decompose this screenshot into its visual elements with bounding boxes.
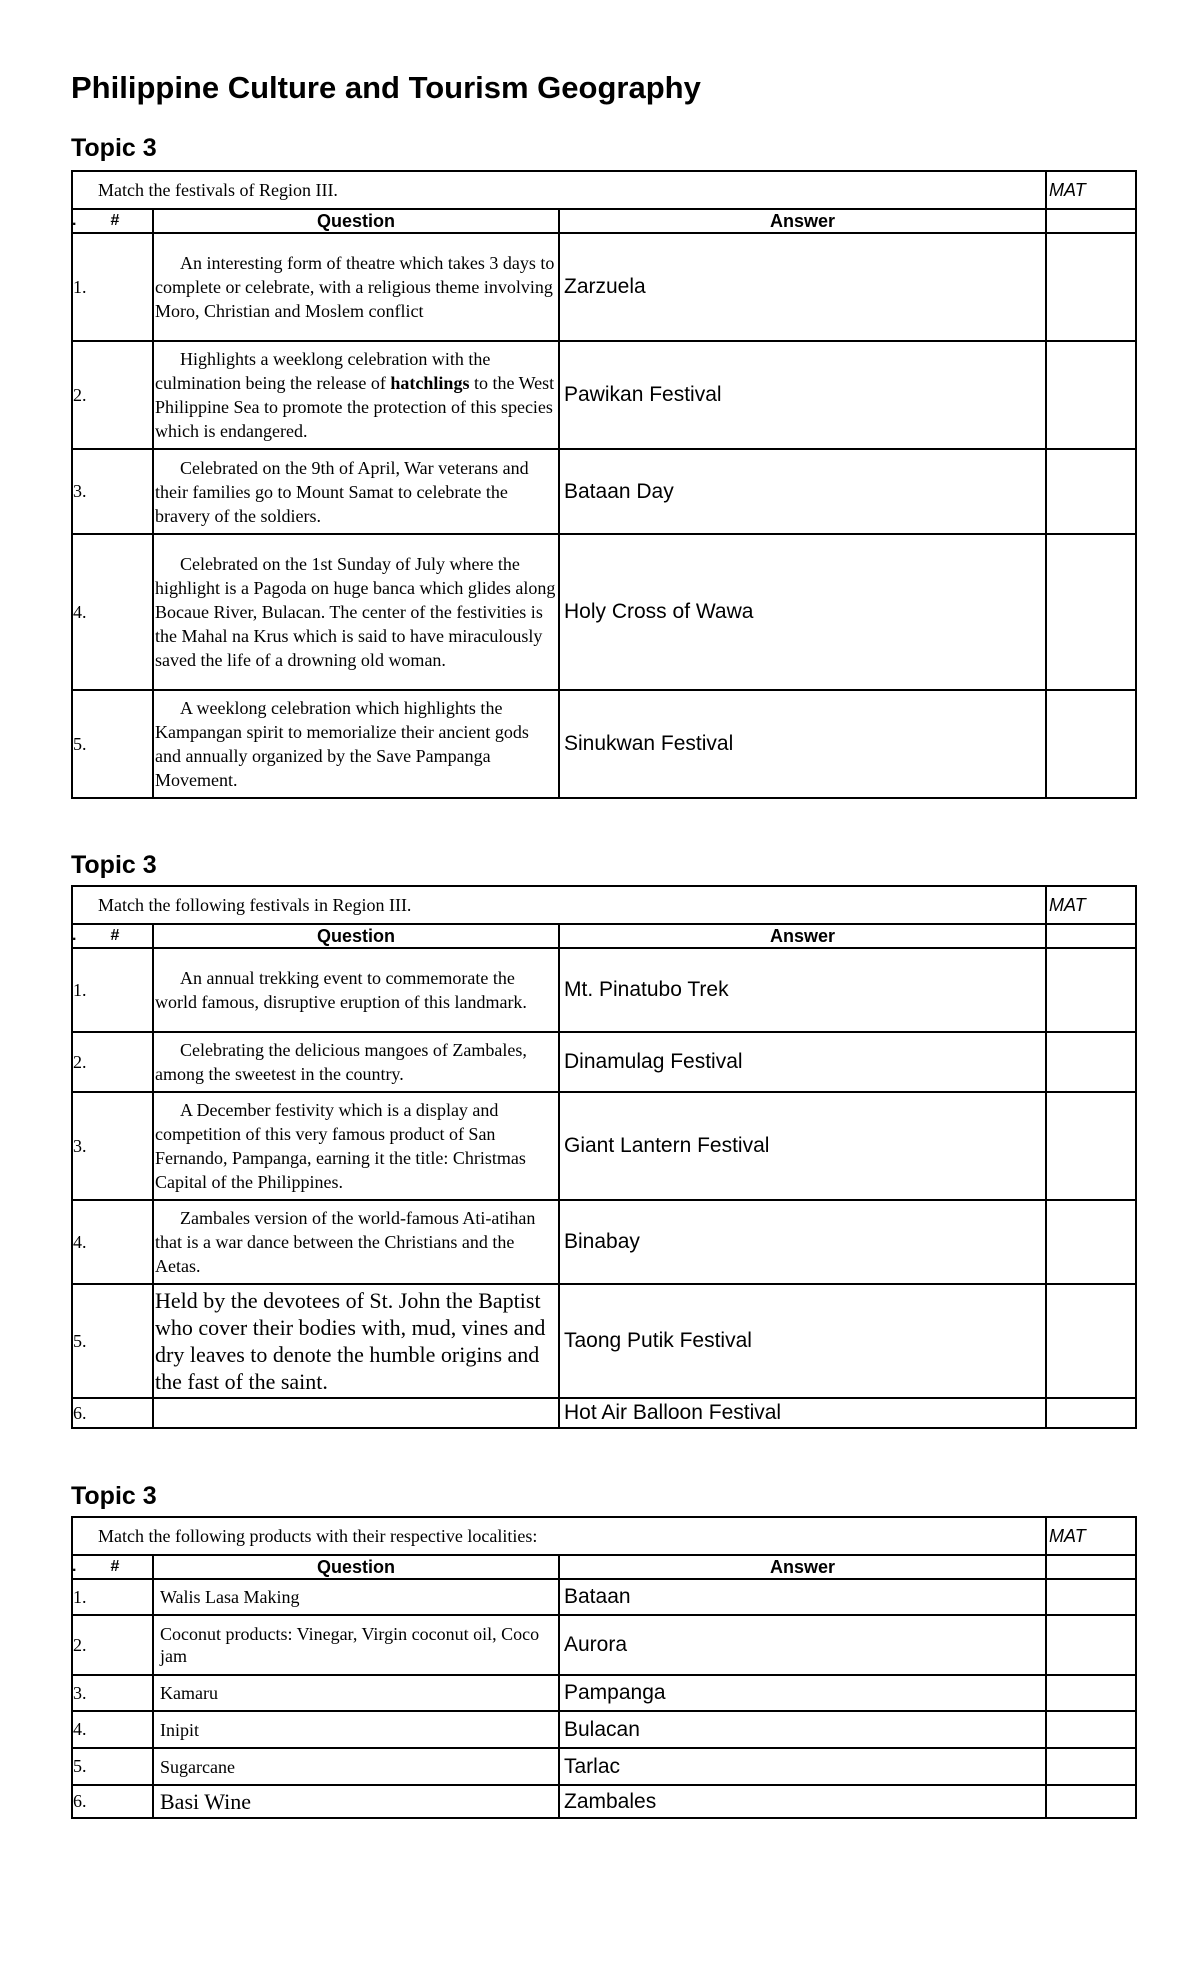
row-number: 6.	[72, 1785, 153, 1818]
row-blank	[1046, 1398, 1136, 1428]
table-header-row	[72, 209, 1136, 233]
row-question: Held by the devotees of St. John the Baptist who cover their bodies with, mud, vines and dry leaves to denote the humble origins and the fast of the saint.	[153, 1284, 559, 1398]
table-row	[72, 1615, 1136, 1675]
header-question: Question	[153, 924, 559, 948]
row-number: 6.	[72, 1398, 153, 1428]
row-number: 1.	[72, 233, 153, 341]
header-blank	[1046, 1555, 1136, 1579]
table-row	[72, 534, 1136, 690]
table-row	[72, 690, 1136, 798]
row-number: 1.	[72, 1579, 153, 1615]
instruction-text: Match the following festivals in Region III.	[72, 886, 1046, 924]
row-question: Highlights a weeklong celebration with the culmination being the release of hatchlings to the West Philippine Sea to promote the protection of this species which is endangered.	[153, 341, 559, 449]
row-blank	[1046, 341, 1136, 449]
row-blank	[1046, 948, 1136, 1032]
row-blank	[1046, 1711, 1136, 1748]
table-row	[72, 1398, 1136, 1428]
row-answer: Pampanga	[559, 1675, 1046, 1711]
row-answer: Zambales	[559, 1785, 1046, 1818]
row-answer: Tarlac	[559, 1748, 1046, 1785]
row-blank	[1046, 1675, 1136, 1711]
table-row	[72, 1092, 1136, 1200]
bold-keyword: hatchlings	[390, 373, 470, 393]
row-question: An interesting form of theatre which takes 3 days to complete or celebrate, with a religious theme involving Moro, Christian and Moslem conflict	[153, 233, 559, 341]
header-number: . #	[72, 924, 153, 948]
row-blank	[1046, 1032, 1136, 1092]
row-question: Celebrated on the 1st Sunday of July where the highlight is a Pagoda on huge banca which glides along Bocaue River, Bulacan. The center of the festivities is the Mahal na Krus which is said to have miraculously saved the life of a drowning old woman.	[153, 534, 559, 690]
table-header-row	[72, 924, 1136, 948]
header-number: . #	[72, 209, 153, 233]
instruction-text: Match the following products with their respective localities:	[72, 1517, 1046, 1555]
table-row	[72, 341, 1136, 449]
row-question: Zambales version of the world-famous Ati-atihan that is a war dance between the Christians and the Aetas.	[153, 1200, 559, 1284]
section-3-heading: Topic 3	[71, 1482, 157, 1510]
row-number: 5.	[72, 1748, 153, 1785]
row-number: 5.	[72, 1284, 153, 1398]
page-title: Philippine Culture and Tourism Geography	[71, 70, 701, 105]
row-number: 3.	[72, 449, 153, 534]
row-question	[153, 1398, 559, 1428]
question-type-label: MAT	[1046, 1517, 1136, 1555]
row-number: 4.	[72, 534, 153, 690]
row-answer: Bataan Day	[559, 449, 1046, 534]
row-blank	[1046, 1200, 1136, 1284]
instruction-row	[72, 171, 1136, 209]
row-question: Kamaru	[153, 1675, 559, 1711]
row-blank	[1046, 1748, 1136, 1785]
header-number: . #	[72, 1555, 153, 1579]
row-number: 2.	[72, 341, 153, 449]
row-question: Celebrating the delicious mangoes of Zambales, among the sweetest in the country.	[153, 1032, 559, 1092]
row-blank	[1046, 690, 1136, 798]
row-answer: Dinamulag Festival	[559, 1032, 1046, 1092]
header-blank	[1046, 924, 1136, 948]
question-type-label: MAT	[1046, 171, 1136, 209]
row-number: 3.	[72, 1675, 153, 1711]
table-row	[72, 233, 1136, 341]
header-answer: Answer	[559, 209, 1046, 233]
row-blank	[1046, 1284, 1136, 1398]
table-row	[72, 1032, 1136, 1092]
row-answer: Holy Cross of Wawa	[559, 534, 1046, 690]
table-header-row	[72, 1555, 1136, 1579]
row-question: Celebrated on the 9th of April, War veterans and their families go to Mount Samat to celebrate the bravery of the soldiers.	[153, 449, 559, 534]
instruction-text: Match the festivals of Region III.	[72, 171, 1046, 209]
row-blank	[1046, 449, 1136, 534]
row-answer: Bulacan	[559, 1711, 1046, 1748]
section-3-table	[71, 1516, 1137, 1819]
table-row	[72, 449, 1136, 534]
row-number: 2.	[72, 1615, 153, 1675]
table-row	[72, 1785, 1136, 1818]
row-blank	[1046, 1092, 1136, 1200]
row-answer: Hot Air Balloon Festival	[559, 1398, 1046, 1428]
table-row	[72, 1711, 1136, 1748]
instruction-row	[72, 886, 1136, 924]
row-question: Basi Wine	[153, 1785, 559, 1818]
row-answer: Aurora	[559, 1615, 1046, 1675]
table-row	[72, 1200, 1136, 1284]
row-blank	[1046, 1615, 1136, 1675]
section-2-table	[71, 885, 1137, 1429]
row-blank	[1046, 1785, 1136, 1818]
row-number: 4.	[72, 1711, 153, 1748]
row-answer: Sinukwan Festival	[559, 690, 1046, 798]
question-type-label: MAT	[1046, 886, 1136, 924]
row-question: Inipit	[153, 1711, 559, 1748]
table-row	[72, 1748, 1136, 1785]
row-number: 3.	[72, 1092, 153, 1200]
row-answer: Bataan	[559, 1579, 1046, 1615]
row-blank	[1046, 233, 1136, 341]
section-1-heading: Topic 3	[71, 134, 157, 162]
row-answer: Taong Putik Festival	[559, 1284, 1046, 1398]
row-number: 1.	[72, 948, 153, 1032]
instruction-row	[72, 1517, 1136, 1555]
table-row	[72, 1675, 1136, 1711]
header-question: Question	[153, 209, 559, 233]
row-answer: Giant Lantern Festival	[559, 1092, 1046, 1200]
row-answer: Pawikan Festival	[559, 341, 1046, 449]
header-blank	[1046, 209, 1136, 233]
row-number: 2.	[72, 1032, 153, 1092]
table-row	[72, 1579, 1136, 1615]
row-answer: Mt. Pinatubo Trek	[559, 948, 1046, 1032]
row-answer: Binabay	[559, 1200, 1046, 1284]
row-number: 5.	[72, 690, 153, 798]
row-blank	[1046, 534, 1136, 690]
section-2-heading: Topic 3	[71, 851, 157, 879]
row-answer: Zarzuela	[559, 233, 1046, 341]
row-question: Coconut products: Vinegar, Virgin coconut oil, Coco jam	[153, 1615, 559, 1675]
row-question: Sugarcane	[153, 1748, 559, 1785]
table-row	[72, 948, 1136, 1032]
row-question: An annual trekking event to commemorate the world famous, disruptive eruption of this landmark.	[153, 948, 559, 1032]
header-question: Question	[153, 1555, 559, 1579]
section-1-table	[71, 170, 1137, 799]
row-number: 4.	[72, 1200, 153, 1284]
row-question: Walis Lasa Making	[153, 1579, 559, 1615]
header-answer: Answer	[559, 924, 1046, 948]
row-blank	[1046, 1579, 1136, 1615]
row-question: A weeklong celebration which highlights the Kampangan spirit to memorialize their ancient gods and annually organized by the Save Pampanga Movement.	[153, 690, 559, 798]
header-answer: Answer	[559, 1555, 1046, 1579]
row-question: A December festivity which is a display and competition of this very famous product of San Fernando, Pampanga, earning it the title: Christmas Capital of the Philippines.	[153, 1092, 559, 1200]
table-row	[72, 1284, 1136, 1398]
